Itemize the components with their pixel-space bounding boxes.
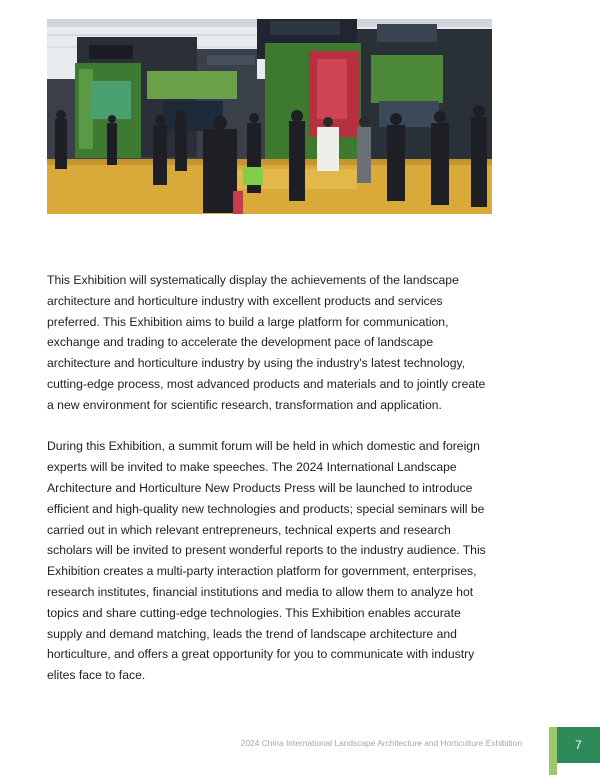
body-text: [47, 270, 495, 707]
page-accent-bar: [549, 727, 557, 775]
paragraph-forum: During this Exhibition, a summit forum will be held in which domestic and foreign experts will be invited to make speeches. The 2024 International Landscape Architecture and Horticulture New Products Press will be launched to introduce efficient and high-quality new technologies and products; special seminars will be carried out in which relevant entrepreneurs, technical experts and research scholars will be invited to present wonderful reports to the industry audience. This Exhibition creates a multi-party interaction platform for government, enterprises, research institutes, financial institutions and media to allow them to analyze hot topics and share cutting-edge technologies. This Exhibition enables accurate supply and demand matching, leads the trend of landscape architecture and horticulture, and offers a great opportunity for you to communicate with industry elites face to face.: [47, 439, 486, 683]
paragraph-intro: This Exhibition will systematically display the achievements of the landscape architecture and horticulture industry with excellent products and services preferred. This Exhibition aims to build a large platform for communication, exchange and trading to accelerate the development pace of landscape architecture and horticulture industry by using the industry's latest technology, cutting-edge process, most advanced products and materials and to jointly create a new environment for scientific research, transformation and application.: [47, 273, 486, 412]
footer-title: 2024 China International Landscape Architecture and Horticulture Exhibition: [240, 738, 522, 748]
exhibition-hall-photo: [47, 19, 492, 214]
page-number: 7: [557, 727, 600, 763]
